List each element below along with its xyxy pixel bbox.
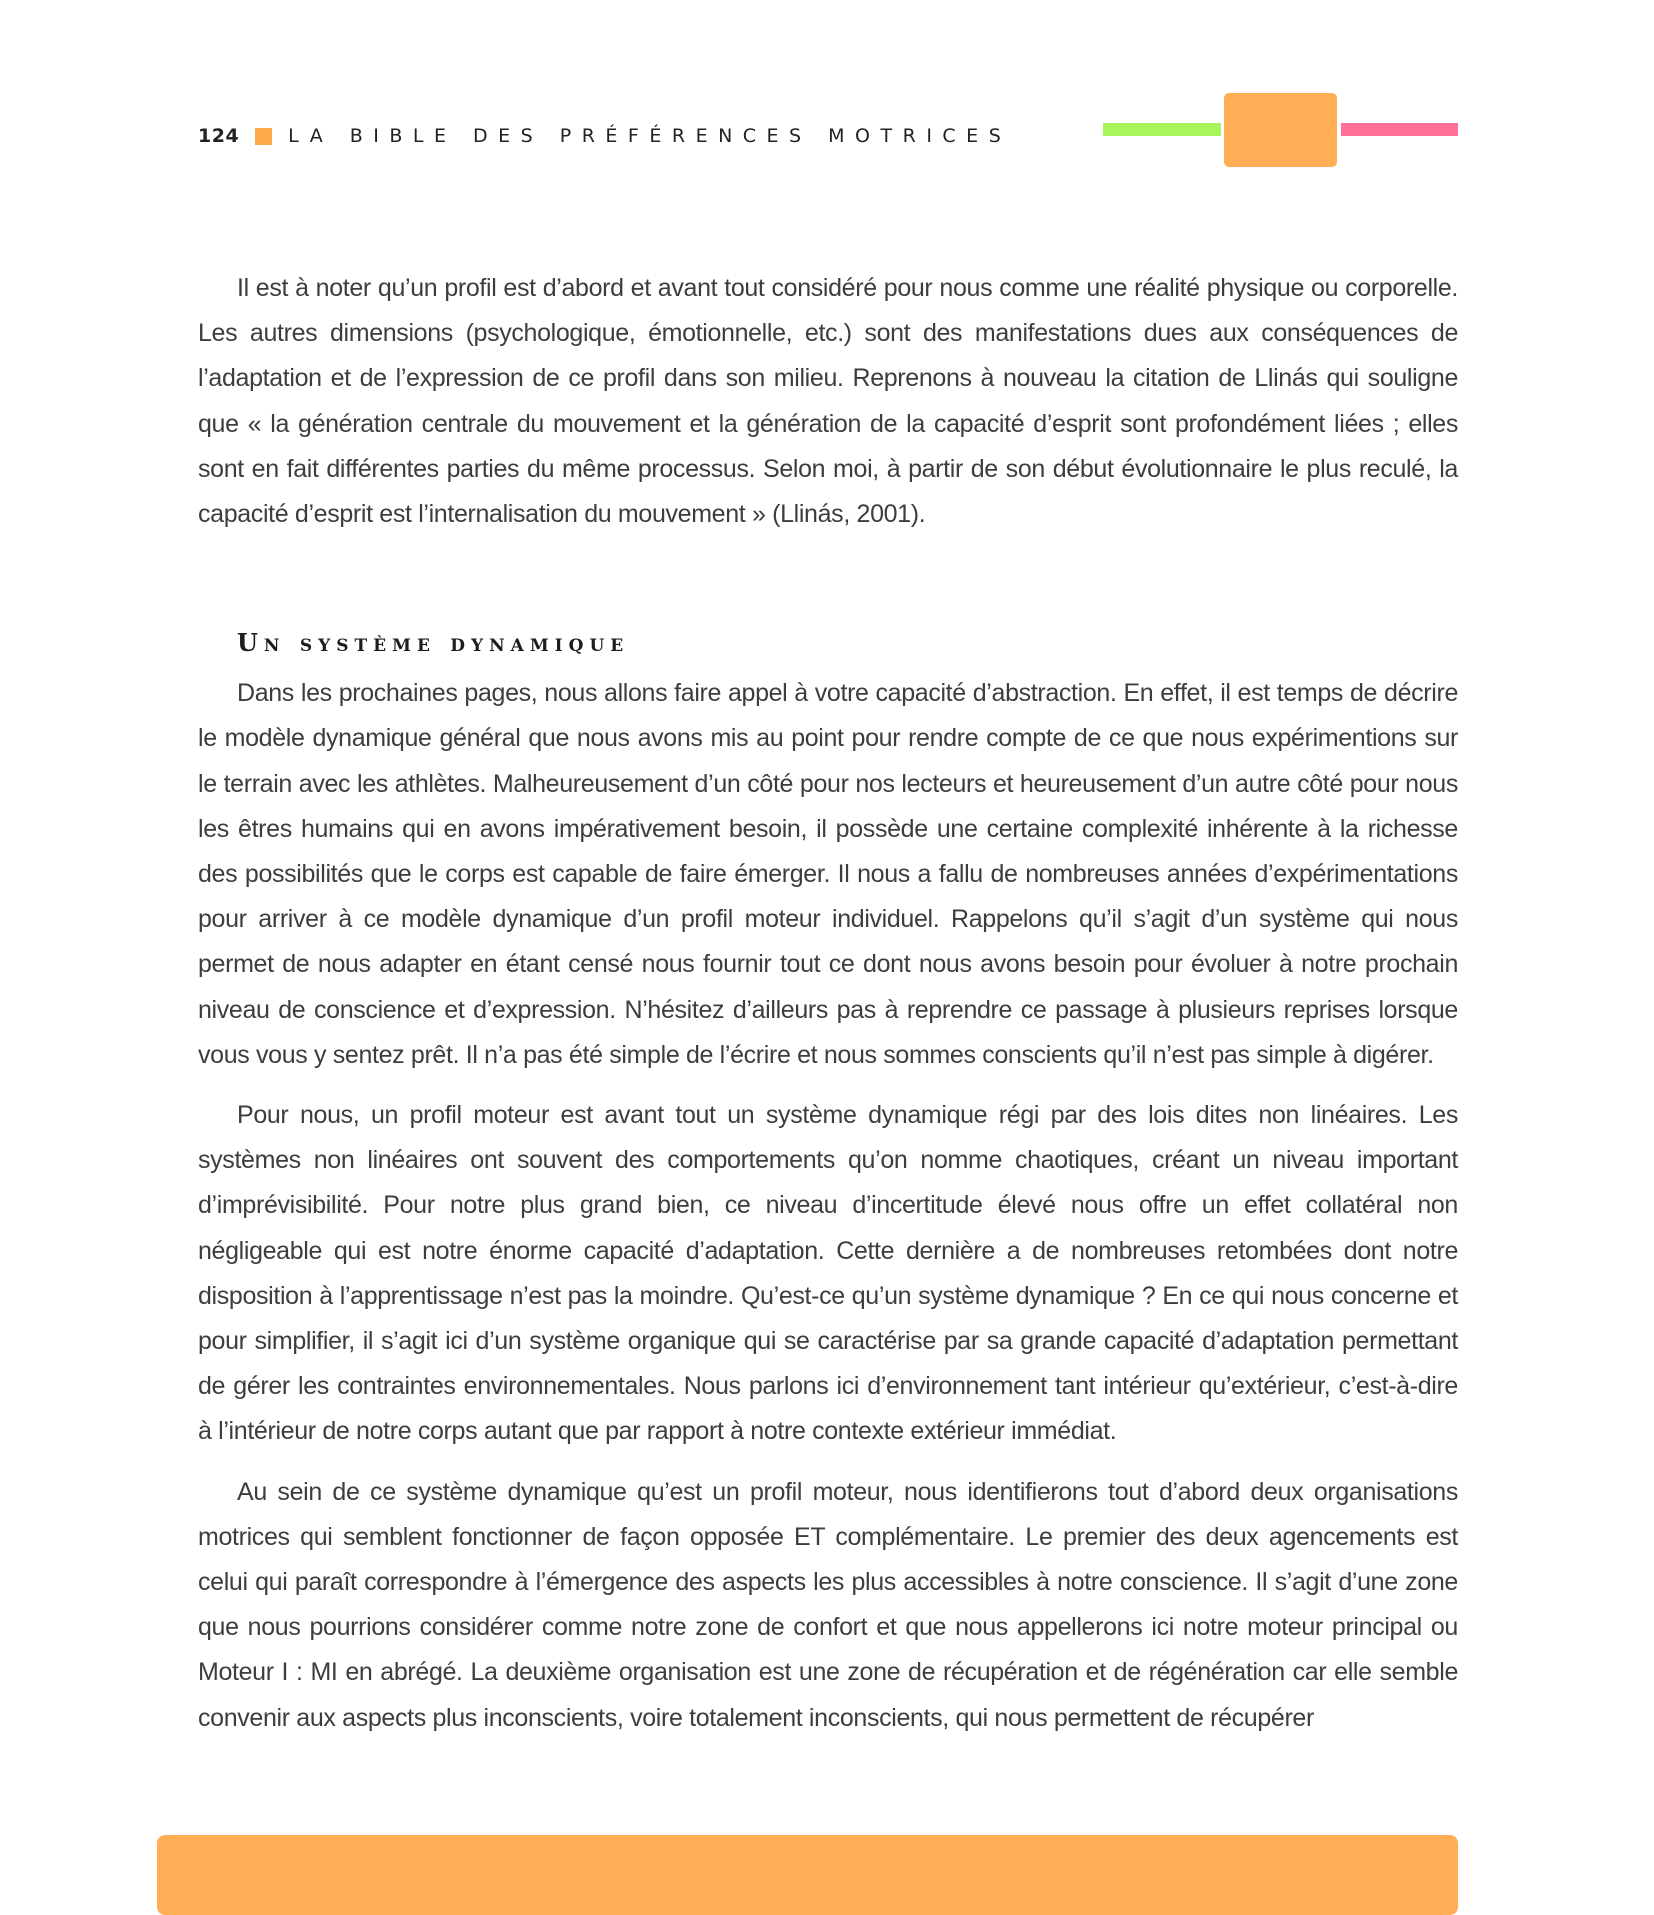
body-paragraph-1: Dans les prochaines pages, nous allons faire appel à votre capacité d’abstraction. En effet, il est temps de décrire le modèle dynamique général que nous avons mis au point pour rendre compte de ce que nous expérimentions sur le terrain avec les athlètes. Malheureusement d’un côté pour nos lecteurs et heureusement d’un autre côté pour nous les êtres humains qui en avons impérativement besoin, il possède une certaine complexité inhérente à la richesse des possibilités que le corps est capable de faire émerger. Il nous a fallu de nombreuses années d’expérimentations pour arriver à ce modèle dynamique d’un profil moteur individuel. Rappelons qu’il s’agit d’un système qui nous permet de nous adapter en étant censé nous fournir tout ce dont nous avons besoin pour évoluer à notre prochain niveau de conscience et d’expression. N’hésitez d’ailleurs pas à reprendre ce passage à plusieurs reprises lorsque vous vous y sentez prêt. Il n’a pas été simple de l’écrire et nous sommes conscients qu’il n’est pas simple à digérer. <box>198 679 1458 1069</box>
paragraph-spacer <box>198 1455 1458 1470</box>
running-title: LA BIBLE DES PRÉFÉRENCES MOTRICES <box>288 125 1012 147</box>
page-body <box>198 266 1458 1741</box>
body-paragraph-3: Au sein de ce système dynamique qu’est un profil moteur, nous identifierons tout d’abord deux organisations motrices qui semblent fonctionner de façon opposée ET complémentaire. Le premier des deux agencements est celui qui paraît correspondre à l’émergence des aspects les plus accessibles à notre conscience. Il s’agit d’une zone que nous pourrions considérer comme notre zone de confort et que nous appellerons ici notre moteur principal ou Moteur I : MI en abrégé. La deuxième organisation est une zone de récupération et de régénération car elle semble convenir aux aspects plus inconscients, voire totalement inconscients, qui nous permettent de récupérer <box>198 1477 1458 1732</box>
page-header <box>198 118 1011 154</box>
body-paragraph-2: Pour nous, un profil moteur est avant tout un système dynamique régi par des lois dites non linéaires. Les systèmes non linéaires ont souvent des comportements qu’on nomme chaotiques, créant un niveau important d’imprévisibilité. Pour notre plus grand bien, ce niveau d’incertitude élevé nous offre un effet collatéral non négligeable qui est notre énorme capacité d’adaptation. Cette dernière a de nombreuses retombées dont notre disposition à l’apprentissage n’est pas la moindre. Qu’est-ce qu’un système dynamique ? En ce qui nous concerne et pour simplifier, il s’agit ici d’un système organique qui se caractérise par sa grande capacité d’adaptation permettant de gérer les contraintes environnementales. Nous parlons ici d’environnement tant intérieur qu’extérieur, c’est-à-dire à l’intérieur de notre corps autant que par rapport à notre contexte extérieur immédiat. <box>198 1101 1458 1446</box>
pink-accent-bar <box>1341 123 1458 136</box>
section-heading: Un système dynamique <box>237 628 630 658</box>
header-square-ornament <box>255 128 272 145</box>
section-spacer <box>198 537 1458 623</box>
green-accent-bar <box>1103 123 1221 136</box>
footer-accent-bar <box>157 1835 1458 1915</box>
orange-accent-tab <box>1224 93 1337 167</box>
page-number: 124 <box>198 125 240 147</box>
intro-paragraph: Il est à noter qu’un profil est d’abord et avant tout considéré pour nous comme une réalité physique ou corporelle. Les autres dimensions (psychologique, émotionnelle, etc.) sont des manifestations dues aux conséquences de l’adaptation et de l’expression de ce profil dans son milieu. Reprenons à nouveau la citation de Llinás qui souligne que « la génération centrale du mouvement et la génération de la capacité d’esprit sont profondément liées ; elles sont en fait différentes parties du même processus. Selon moi, à partir de son début évolutionnaire le plus reculé, la capacité d’esprit est l’internalisation du mouvement » (Llinás, 2001). <box>198 274 1458 529</box>
paragraph-spacer <box>198 1078 1458 1093</box>
